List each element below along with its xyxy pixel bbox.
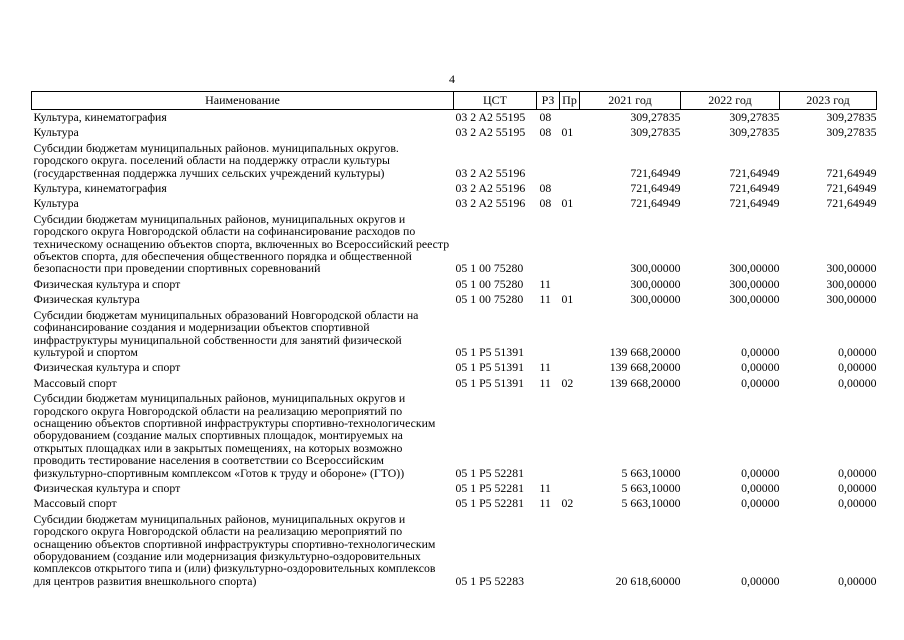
row-value-2023: 0,00000 (838, 344, 877, 359)
row-cst: 03 2 A2 55196 (455, 165, 526, 180)
row-rz: 08 (539, 181, 552, 196)
row-value-2021: 721,64949 (630, 196, 681, 211)
row-cst: 05 1 P5 51391 (455, 360, 524, 375)
row-pr (560, 212, 580, 277)
row-pr (560, 181, 580, 196)
table-row (32, 292, 877, 307)
row-name: Физическая культура (33, 292, 140, 307)
table-body (32, 110, 877, 590)
row-value-2022: 309,27835 (729, 125, 780, 140)
row-pr (560, 360, 580, 375)
row-name: Культура, кинематография (33, 181, 167, 196)
row-rz: 08 (539, 125, 552, 140)
row-value-2022: 721,64949 (729, 196, 780, 211)
row-rz (537, 308, 560, 361)
table-row (32, 376, 877, 391)
row-value-2023: 0,00000 (838, 465, 877, 480)
row-name: Субсидии бюджетам муниципальных районов. муниципальных округов. городского округа. поселений области на поддержку отрасли культуры (государственная поддержка лучших сельских учреждений культуры) (33, 140, 399, 180)
row-cst: 05 1 00 75280 (455, 292, 524, 307)
row-cst: 05 1 00 75280 (455, 261, 524, 276)
row-value-2021: 300,00000 (630, 292, 681, 307)
header-2021: 2021 год (580, 92, 681, 110)
row-value-2022: 0,00000 (741, 480, 780, 495)
row-value-2023: 0,00000 (838, 375, 877, 390)
table-header (32, 92, 877, 110)
row-value-2023: 309,27835 (826, 125, 877, 140)
table-row (32, 512, 877, 589)
row-value-2023: 721,64949 (826, 196, 877, 211)
table-row (32, 125, 877, 140)
row-value-2021: 5 663,10000 (621, 480, 681, 495)
row-value-2022: 300,00000 (729, 292, 780, 307)
row-value-2021: 5 663,10000 (621, 465, 681, 480)
row-pr (560, 110, 580, 126)
row-cst: 05 1 P5 51391 (455, 375, 524, 390)
row-value-2023: 309,27835 (826, 110, 877, 124)
row-value-2022: 309,27835 (729, 110, 780, 124)
row-value-2023: 721,64949 (826, 165, 877, 180)
row-rz: 11 (539, 480, 551, 495)
row-name: Физическая культура и спорт (33, 276, 181, 291)
row-name: Культура (33, 196, 79, 211)
budget-table (31, 91, 877, 589)
row-pr (560, 481, 580, 496)
table-row (32, 196, 877, 211)
row-rz: 11 (539, 276, 551, 291)
row-value-2022: 721,64949 (729, 181, 780, 196)
table-row (32, 110, 877, 126)
row-value-2022: 0,00000 (741, 375, 780, 390)
row-value-2023: 0,00000 (838, 573, 877, 588)
row-name: Физическая культура и спорт (33, 480, 181, 495)
header-rz: РЗ (537, 92, 560, 110)
row-pr (560, 277, 580, 292)
row-rz: 11 (539, 360, 551, 375)
row-value-2021: 309,27835 (630, 125, 681, 140)
row-rz: 11 (539, 496, 551, 511)
row-value-2023: 0,00000 (838, 360, 877, 375)
row-value-2023: 300,00000 (826, 261, 877, 276)
table-row (32, 481, 877, 496)
row-name: Субсидии бюджетам муниципальных районов, муниципальных округов и городского округа Новгородской области на реализацию мероприятий по оснащению объектов спортивной инфраструктуры спортивно-технологическим оборудованием (создание малых спортивных площадок, монтируемых на открытых площадках или в закрытых помещениях, на которых возможно проводить тестирование населения в соответствии со Всероссийским физкультурно-спортивным комплексом «Готов к труду и обороне» (ГТО)) (33, 391, 436, 480)
row-cst: 05 1 P5 52281 (455, 496, 524, 511)
header-2022: 2022 год (681, 92, 780, 110)
row-value-2023: 721,64949 (826, 181, 877, 196)
row-rz: 11 (539, 292, 551, 307)
header-2023: 2023 год (780, 92, 877, 110)
row-name: Субсидии бюджетам муниципальных образований Новгородской области на софинансирование создания и модернизации объектов спортивной инфраструктуры муниципальной собственности для занятий физической культурой и спортом (33, 307, 419, 359)
row-value-2022: 300,00000 (729, 276, 780, 291)
row-cst: 05 1 P5 52281 (455, 480, 524, 495)
row-rz: 11 (539, 375, 551, 390)
row-rz (537, 512, 560, 589)
row-cst: 03 2 A2 55196 (455, 196, 526, 211)
row-cst: 03 2 A2 55195 (455, 110, 526, 124)
row-pr: 01 (561, 292, 574, 307)
row-value-2021: 309,27835 (630, 110, 681, 124)
row-name: Субсидии бюджетам муниципальных районов, муниципальных округов и городского округа Новгородской области на реализацию мероприятий по оснащению объектов спортивной инфраструктуры спортивно-технологическим оборудованием (создание или модернизация физкультурно-оздоровительных комплексов открытого типа и (или) физкультурно-оздоровительных комплексов для центров развития внешкольного спорта) (33, 511, 436, 588)
table-row (32, 212, 877, 277)
row-value-2021: 139 668,20000 (609, 375, 681, 390)
row-cst: 05 1 P5 52281 (455, 465, 524, 480)
row-value-2022: 0,00000 (741, 465, 780, 480)
row-name: Физическая культура и спорт (33, 360, 181, 375)
row-pr (560, 391, 580, 481)
row-pr: 02 (561, 496, 574, 511)
row-value-2021: 721,64949 (630, 165, 681, 180)
table-row (32, 181, 877, 196)
row-value-2021: 300,00000 (630, 276, 681, 291)
row-name: Культура (33, 125, 79, 140)
header-pr: Пр (560, 92, 580, 110)
row-value-2023: 0,00000 (838, 480, 877, 495)
row-value-2021: 721,64949 (630, 181, 681, 196)
row-value-2022: 300,00000 (729, 261, 780, 276)
row-value-2023: 300,00000 (826, 276, 877, 291)
table-row (32, 308, 877, 361)
row-rz (537, 141, 560, 181)
row-cst: 03 2 A2 55195 (455, 125, 526, 140)
row-pr (560, 512, 580, 589)
row-rz: 08 (539, 196, 552, 211)
row-pr: 01 (561, 125, 574, 140)
row-value-2021: 139 668,20000 (609, 360, 681, 375)
header-cst: ЦСТ (454, 92, 537, 110)
row-value-2021: 300,00000 (630, 261, 681, 276)
row-cst: 05 1 00 75280 (455, 276, 524, 291)
row-pr (560, 308, 580, 361)
row-name: Массовый спорт (33, 496, 117, 511)
row-value-2023: 300,00000 (826, 292, 877, 307)
row-value-2021: 20 618,60000 (615, 573, 681, 588)
row-cst: 03 2 A2 55196 (455, 181, 526, 196)
row-name: Субсидии бюджетам муниципальных районов, муниципальных округов и городского округа Новгородской области на софинансирование расходов по техническому оснащению объектов спорта, включенных во Всероссийский реестр объектов спорта, для обеспечения общественного порядка и общественной безопасности при проведении спортивных соревнований (33, 211, 450, 276)
row-value-2022: 0,00000 (741, 573, 780, 588)
table-row (32, 141, 877, 181)
row-rz (537, 212, 560, 277)
table-row (32, 496, 877, 511)
table-row (32, 360, 877, 375)
row-value-2022: 0,00000 (741, 496, 780, 511)
row-rz (537, 391, 560, 481)
row-cst: 05 1 P5 51391 (455, 344, 524, 359)
row-name: Массовый спорт (33, 375, 117, 390)
row-pr (560, 141, 580, 181)
row-value-2023: 0,00000 (838, 496, 877, 511)
row-value-2021: 139 668,20000 (609, 344, 681, 359)
row-pr: 02 (561, 375, 574, 390)
row-value-2022: 721,64949 (729, 165, 780, 180)
row-value-2022: 0,00000 (741, 360, 780, 375)
row-cst: 05 1 P5 52283 (455, 573, 524, 588)
table-row (32, 391, 877, 481)
table-row (32, 277, 877, 292)
row-value-2021: 5 663,10000 (621, 496, 681, 511)
page-number: 4 (449, 72, 455, 86)
row-value-2022: 0,00000 (741, 344, 780, 359)
row-rz: 08 (539, 110, 552, 124)
row-name: Культура, кинематография (33, 110, 167, 124)
header-name: Наименование (32, 92, 454, 110)
row-pr: 01 (561, 196, 574, 211)
